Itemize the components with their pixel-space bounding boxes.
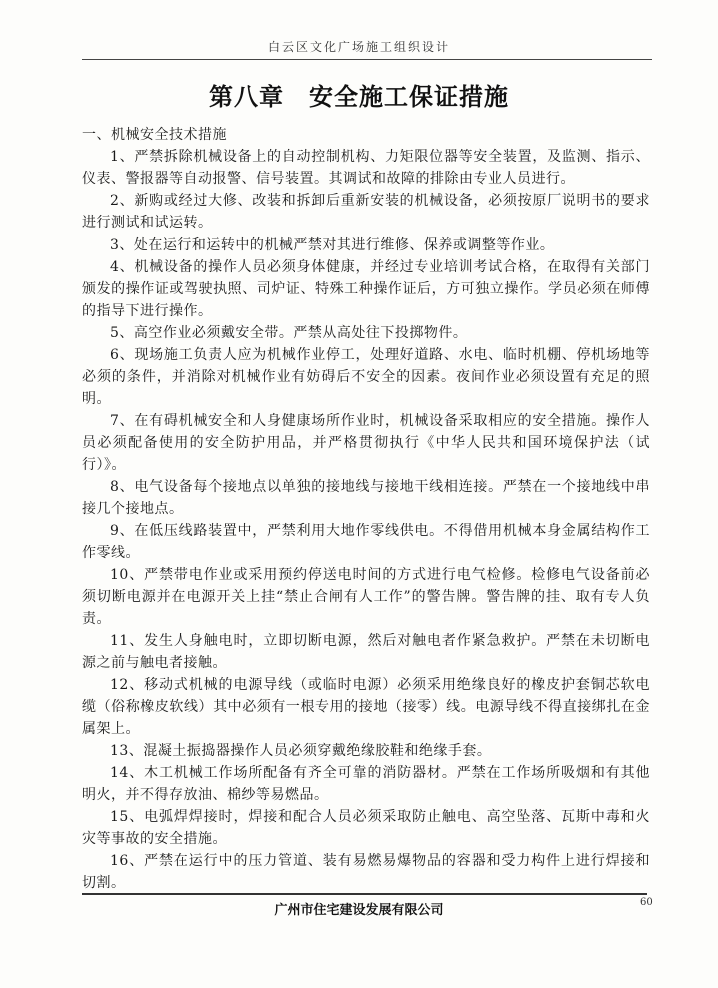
list-item: 4、机械设备的操作人员必须身体健康，并经过专业培训考试合格，在取得有关部门颁发的操作证或驾驶执照、司炉证、特殊工种操作证后，方可独立操作。学员必须在师傅的指导下进行操作。 <box>82 259 650 319</box>
list-item: 15、电弧焊焊接时，焊接和配合人员必须采取防止触电、高空坠落、瓦斯中毒和火灾等事故的安全措施。 <box>82 809 650 847</box>
list-item: 14、木工机械工作场所配备有齐全可靠的消防器材。严禁在工作场所吸烟和有其他明火，并不得存放油、棉纱等易燃品。 <box>82 765 650 803</box>
list-item: 13、混凝土振捣器操作人员必须穿戴绝缘胶鞋和绝缘手套。 <box>110 743 492 759</box>
list-item: 16、严禁在运行中的压力管道、装有易燃易爆物品的容器和受力构件上进行焊接和切割。 <box>82 853 650 891</box>
list-item: 12、移动式机械的电源导线（或临时电源）必须采用绝缘良好的橡皮护套铜芯软电缆（俗称橡皮软线）其中必须有一根专用的接地（接零）线。电源导线不得直接绑扎在金属架上。 <box>82 677 650 737</box>
footer-rule <box>82 893 647 895</box>
header-rule <box>82 59 652 60</box>
body-text <box>82 124 650 894</box>
section-heading: 一、机械安全技术措施 <box>82 127 227 143</box>
footer-company-name: 广州市住宅建设发展有限公司 <box>274 903 444 918</box>
list-item: 3、处在运行和运转中的机械严禁对其进行维修、保养或调整等作业。 <box>110 237 555 253</box>
chapter-title: 第八章 安全施工保证措施 <box>209 82 509 111</box>
running-header: 白云区文化广场施工组织设计 <box>267 40 450 54</box>
list-item: 10、严禁带电作业或采用预约停送电时间的方式进行电气检修。检修电气设备前必须切断电源并在电源开关上挂“禁止合闸有人工作”的警告牌。警告牌的挂、取有专人负责。 <box>82 567 650 627</box>
list-item: 11、发生人身触电时，立即切断电源，然后对触电者作紧急救护。严禁在未切断电源之前与触电者接触。 <box>82 633 650 671</box>
list-item: 2、新购或经过大修、改装和拆卸后重新安装的机械设备，必须按原厂说明书的要求进行测试和试运转。 <box>82 193 650 231</box>
list-item: 1、严禁拆除机械设备上的自动控制机构、力矩限位器等安全装置，及监测、指示、仪表、警报器等自动报警、信号装置。其调试和故障的排除由专业人员进行。 <box>82 149 650 187</box>
list-item: 5、高空作业必须戴安全带。严禁从高处往下投掷物件。 <box>110 325 468 341</box>
list-item: 8、电气设备每个接地点以单独的接地线与接地干线相连接。严禁在一个接地线中串接几个接地点。 <box>82 479 650 517</box>
list-item: 7、在有碍机械安全和人身健康场所作业时，机械设备采取相应的安全措施。操作人员必须配备使用的安全防护用品，并严格贯彻执行《中华人民共和国环境保护法（试行）》。 <box>82 413 650 473</box>
list-item: 9、在低压线路装置中，严禁利用大地作零线供电。不得借用机械本身金属结构作工作零线。 <box>82 523 650 561</box>
page-number: 60 <box>640 897 653 908</box>
list-item: 6、现场施工负责人应为机械作业停工，处理好道路、水电、临时机棚、停机场地等必须的条件，并消除对机械作业有妨碍后不安全的因素。夜间作业必须设置有充足的照明。 <box>82 347 650 407</box>
